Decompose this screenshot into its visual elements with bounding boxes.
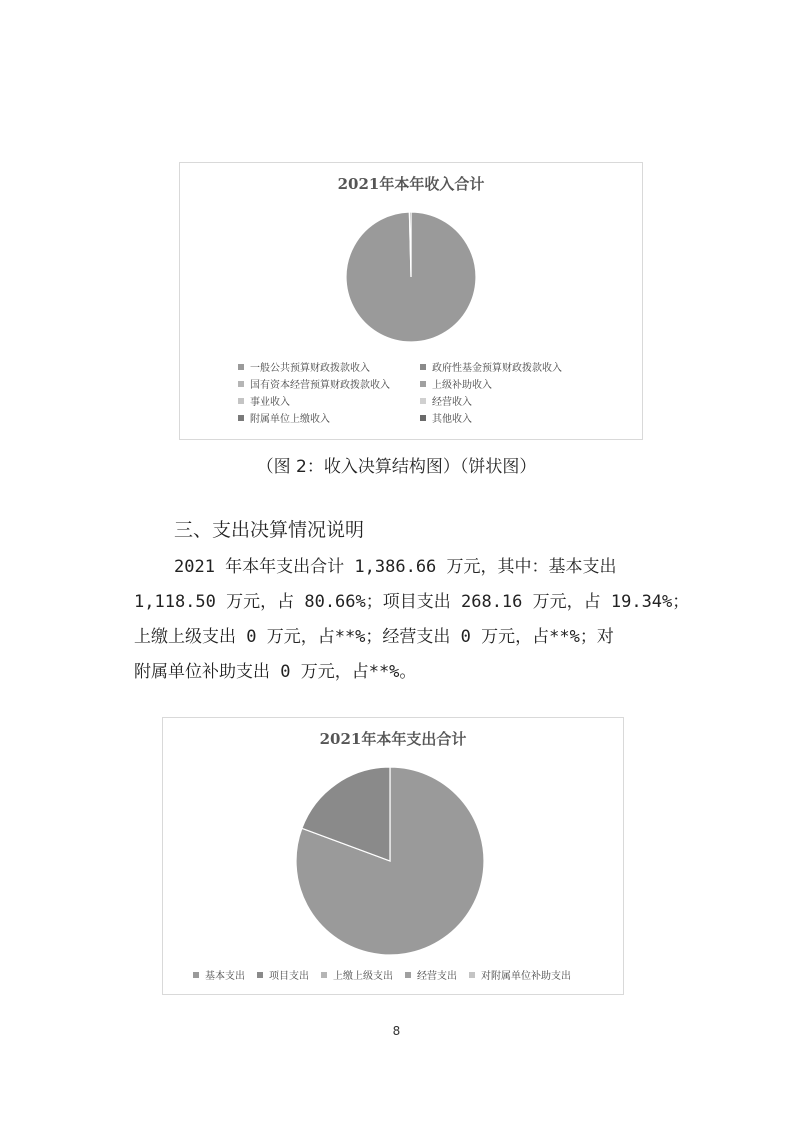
- income-chart-title: 2021年本年收入合计: [337, 175, 485, 193]
- income-legend-item: [420, 359, 608, 374]
- income-legend-item: [238, 359, 420, 374]
- income-pie: [345, 211, 477, 343]
- legend-swatch: [238, 415, 244, 421]
- figure-caption: （图 2：收入决算结构图）（饼状图）: [256, 457, 537, 477]
- legend-swatch: [238, 398, 244, 404]
- expense-legend: [193, 967, 571, 982]
- expense-legend-item: [257, 967, 309, 982]
- expense-legend-item: [469, 967, 571, 982]
- expense-legend-item: [405, 967, 457, 982]
- page-number: 8: [392, 1024, 401, 1038]
- legend-label: 事业收入: [250, 397, 290, 408]
- legend-label: 基本支出: [205, 971, 245, 982]
- expense-pie-chart: [162, 717, 624, 995]
- legend-swatch: [193, 972, 199, 978]
- section-heading: 三、支出决算情况说明: [174, 519, 365, 541]
- income-pie-chart: [179, 162, 643, 440]
- legend-label: 经营收入: [432, 397, 472, 408]
- income-legend: [238, 359, 608, 425]
- legend-swatch: [238, 381, 244, 387]
- legend-swatch: [420, 415, 426, 421]
- legend-swatch: [321, 972, 327, 978]
- legend-label: 政府性基金预算财政拨款收入: [432, 363, 562, 374]
- legend-swatch: [257, 972, 263, 978]
- legend-label: 上级补助收入: [432, 380, 492, 391]
- expense-legend-item: [321, 967, 393, 982]
- expense-chart-title: 2021年本年支出合计: [319, 730, 467, 748]
- income-legend-item: [420, 376, 608, 391]
- legend-label: 经营支出: [417, 971, 457, 982]
- paragraph-line: 2021 年本年支出合计 1,386.66 万元，其中：基本支出: [174, 557, 617, 577]
- legend-label: 一般公共预算财政拨款收入: [250, 363, 370, 374]
- income-legend-item: [238, 410, 420, 425]
- legend-swatch: [469, 972, 475, 978]
- legend-label: 对附属单位补助支出: [481, 971, 571, 982]
- legend-swatch: [405, 972, 411, 978]
- income-legend-item: [238, 376, 420, 391]
- legend-label: 项目支出: [269, 971, 309, 982]
- income-legend-item: [238, 393, 420, 408]
- legend-swatch: [420, 381, 426, 387]
- income-legend-item: [420, 393, 608, 408]
- paragraph-line: 附属单位补助支出 0 万元，占**%。: [134, 662, 417, 682]
- legend-label: 附属单位上缴收入: [250, 414, 330, 425]
- income-legend-item: [420, 410, 608, 425]
- expense-description: [134, 550, 690, 690]
- legend-label: 其他收入: [432, 414, 472, 425]
- legend-label: 国有资本经营预算财政拨款收入: [250, 380, 390, 391]
- legend-swatch: [238, 364, 244, 370]
- paragraph-line: 上缴上级支出 0 万元，占**%；经营支出 0 万元，占**%；对: [134, 627, 614, 647]
- legend-label: 上缴上级支出: [333, 971, 393, 982]
- expense-pie: [295, 766, 485, 956]
- expense-legend-item: [193, 967, 245, 982]
- legend-swatch: [420, 364, 426, 370]
- paragraph-line: 1,118.50 万元，占 80.66%；项目支出 268.16 万元，占 19.34%；: [134, 592, 690, 612]
- legend-swatch: [420, 398, 426, 404]
